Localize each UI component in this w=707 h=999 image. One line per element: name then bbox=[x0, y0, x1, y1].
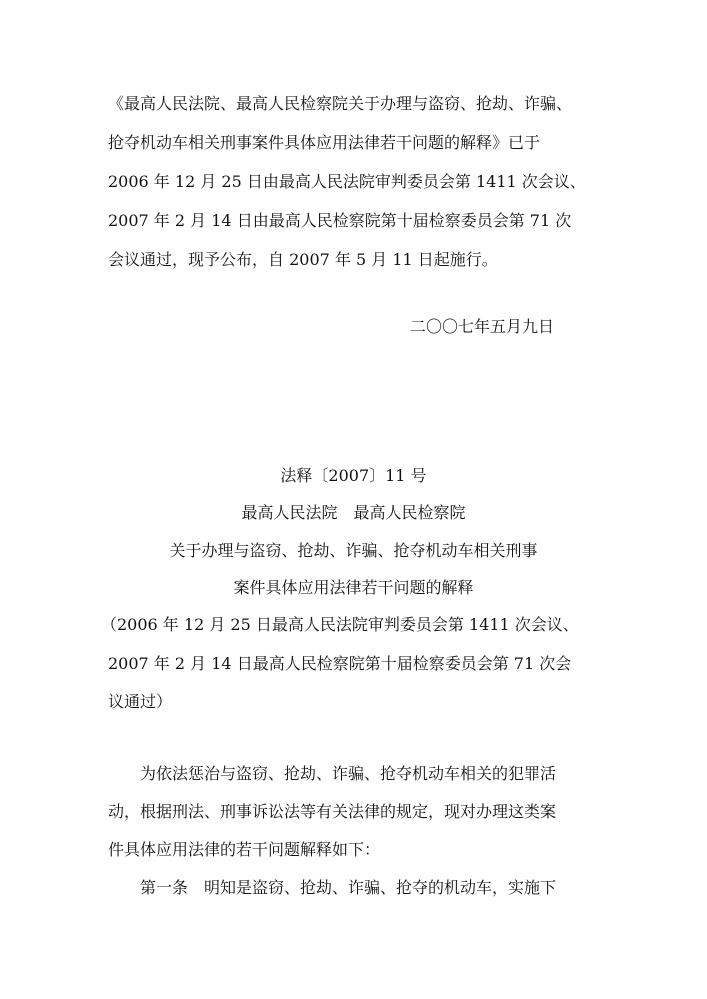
adoption-line-3: 议通过） bbox=[108, 692, 173, 711]
document-issuers: 最高人民法院 最高人民检察院 bbox=[241, 503, 466, 522]
announcement-line-1: 《最高人民法院、最高人民检察院关于办理与盗窃、抢劫、诈骗、 bbox=[108, 94, 573, 113]
document-title-line-2: 案件具体应用法律若干问题的解释 bbox=[233, 578, 474, 597]
adoption-line-2: 2007 年 2 月 14 日最高人民检察院第十届检察委员会第 71 次会 bbox=[108, 654, 572, 673]
preamble-line-3: 件具体应用法律的若干问题解释如下： bbox=[108, 840, 381, 859]
announcement-line-3: 2006 年 12 月 25 日由最高人民法院审判委员会第 1411 次会议、 bbox=[108, 172, 586, 191]
announcement-date: 二〇〇七年五月九日 bbox=[410, 317, 555, 336]
announcement-line-2: 抢夺机动车相关刑事案件具体应用法律若干问题的解释》已于 bbox=[108, 133, 541, 152]
announcement-line-4: 2007 年 2 月 14 日由最高人民检察院第十届检察委员会第 71 次 bbox=[108, 211, 572, 230]
article-1-line-1: 第一条 明知是盗窃、抢劫、诈骗、抢夺的机动车，实施下 bbox=[140, 878, 557, 897]
document-number: 法释〔2007〕11 号 bbox=[280, 466, 427, 485]
document-title-line-1: 关于办理与盗窃、抢劫、诈骗、抢夺机动车相关刑事 bbox=[169, 541, 538, 560]
announcement-line-5: 会议通过，现予公布，自 2007 年 5 月 11 日起施行。 bbox=[108, 250, 498, 269]
preamble-line-2: 动，根据刑法、刑事诉讼法等有关法律的规定，现对办理这类案 bbox=[108, 802, 557, 821]
adoption-line-1: （2006 年 12 月 25 日最高人民法院审判委员会第 1411 次会议、 bbox=[101, 615, 579, 634]
preamble-line-1: 为依法惩治与盗窃、抢劫、诈骗、抢夺机动车相关的犯罪活 bbox=[140, 764, 557, 783]
